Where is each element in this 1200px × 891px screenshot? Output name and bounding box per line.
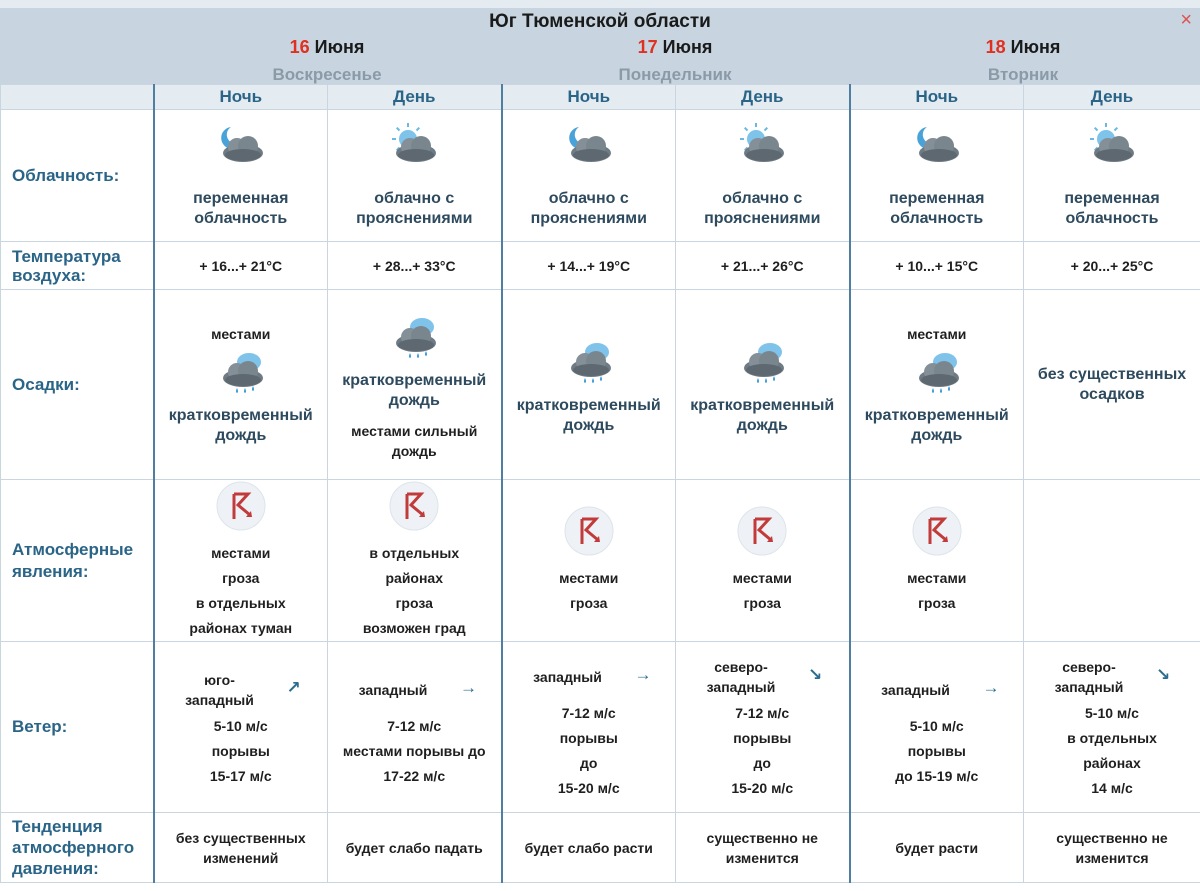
- rain-cloud-icon: [155, 348, 328, 400]
- temp-row: [1, 242, 1200, 290]
- precip-cell: [502, 290, 676, 480]
- precip-text: дождь: [563, 416, 615, 434]
- pressure-text: существенно не: [1056, 829, 1168, 846]
- period-day: День: [1024, 85, 1200, 110]
- forecast-table: [0, 84, 1200, 883]
- day-number: 18: [985, 37, 1006, 57]
- cloud-text: облачно с: [548, 189, 629, 207]
- precip-extra: дождь: [391, 442, 437, 459]
- wind-direction-block: [328, 666, 501, 714]
- row-label-phenomena: Атмосферные явления:: [1, 480, 154, 642]
- pressure-text: будет расти: [895, 839, 979, 856]
- clouds-cell: [850, 110, 1024, 242]
- wind-cell: [154, 642, 328, 813]
- clouds-cell: [1024, 110, 1200, 242]
- wind-cell: [502, 642, 676, 813]
- phenomenon-text: гроза: [570, 594, 608, 611]
- precip-text: дождь: [911, 426, 963, 444]
- pressure-cell: [676, 813, 850, 883]
- phenomenon-text: гроза: [743, 594, 781, 611]
- top-strip: [0, 0, 1200, 8]
- pressure-cell: [154, 813, 328, 883]
- pressure-text: существенно не: [706, 829, 818, 846]
- precip-extra: местами сильный: [351, 422, 478, 439]
- precip-text: кратковременный: [168, 406, 313, 424]
- precip-cell: [154, 290, 328, 480]
- temperature-value: + 20...+ 25°C: [1070, 257, 1154, 274]
- wind-direction: [165, 670, 275, 710]
- phenomenon-text: местами: [559, 569, 619, 586]
- thunderstorm-icon: [503, 506, 676, 560]
- wind-arrow-icon: →: [460, 677, 477, 697]
- pressure-text: будет слабо падать: [345, 839, 483, 856]
- phenomenon-text: гроза: [222, 569, 260, 586]
- precip-text: кратковременный: [690, 396, 835, 414]
- wind-text: порывы: [559, 730, 618, 746]
- wind-direction: [686, 657, 796, 697]
- pressure-text: будет слабо расти: [524, 839, 653, 856]
- pressure-text: изменится: [1075, 849, 1149, 866]
- wind-direction-line: западный: [881, 681, 950, 698]
- cloud-text: прояснениями: [704, 209, 821, 227]
- cloud-text: облачно с: [722, 189, 803, 207]
- wind-cell: [328, 642, 502, 813]
- cloud-text: переменная: [1064, 189, 1160, 207]
- phenomenon-text: местами: [732, 569, 792, 586]
- temp-cell: [676, 242, 850, 290]
- sun-cloud-icon: [676, 123, 849, 175]
- temperature-value: + 10...+ 15°C: [895, 257, 979, 274]
- wind-direction-block: [503, 653, 676, 701]
- period-night: Ночь: [154, 85, 328, 110]
- precip-cell: [676, 290, 850, 480]
- day-number: 16: [289, 37, 310, 57]
- precip-text: кратковременный: [342, 371, 487, 389]
- wind-direction-block: [851, 666, 1024, 714]
- phenomenon-text: районах: [385, 569, 444, 586]
- day-header-3: [849, 37, 1197, 85]
- precip-text: дождь: [388, 391, 440, 409]
- wind-direction-line: юго-: [204, 671, 235, 688]
- wind-text: в отдельных: [1067, 730, 1157, 746]
- precip-qualifier: местами: [907, 325, 967, 342]
- temp-cell: [502, 242, 676, 290]
- wind-direction-block: [1024, 653, 1200, 701]
- wind-arrow-icon: →: [982, 677, 1000, 697]
- thunderstorm-icon: [851, 506, 1024, 560]
- wind-arrow-icon: ↘: [808, 665, 823, 684]
- phenomenon-text: гроза: [918, 594, 956, 611]
- phenomenon-text: районах туман: [189, 619, 293, 636]
- clouds-cell: [328, 110, 502, 242]
- precip-cell: [1024, 290, 1200, 480]
- precip-text: без существенных: [1037, 365, 1187, 383]
- wind-text: порывы: [733, 730, 792, 746]
- precip-cell: [328, 290, 502, 480]
- wind-text: 15-20 м/с: [731, 780, 794, 796]
- wind-direction: [861, 680, 971, 700]
- day-header-1: [153, 37, 501, 85]
- precip-text: дождь: [736, 416, 788, 434]
- wind-text: до: [753, 755, 771, 771]
- rain-cloud-icon: [328, 313, 501, 365]
- wind-direction-line: северо-: [1062, 659, 1116, 675]
- wind-row: [1, 642, 1200, 813]
- pressure-cell: [328, 813, 502, 883]
- wind-text: 15-17 м/с: [209, 767, 272, 784]
- phen-cell: [154, 480, 328, 642]
- day-month: Июня: [314, 37, 365, 57]
- sun-cloud-icon: [328, 123, 501, 175]
- row-label-precip: Осадки:: [1, 290, 154, 480]
- precip-row: [1, 290, 1200, 480]
- wind-text: 5-10 м/с: [1085, 705, 1139, 721]
- phen-cell: [328, 480, 502, 642]
- row-label-clouds: Облачность:: [1, 110, 154, 242]
- period-row: [1, 85, 1200, 110]
- phen-cell: [1024, 480, 1200, 642]
- thunderstorm-icon: [155, 481, 328, 535]
- wind-text: 15-20 м/с: [557, 780, 620, 796]
- period-day: День: [676, 85, 850, 110]
- cloud-text: переменная: [889, 189, 985, 207]
- cloud-text: прояснениями: [356, 209, 473, 227]
- thunderstorm-icon: [328, 481, 501, 535]
- phenomena-row: [1, 480, 1200, 642]
- wind-arrow-icon: →: [634, 665, 652, 684]
- phen-cell: [502, 480, 676, 642]
- day-weekday: Вторник: [987, 65, 1059, 84]
- precip-text: кратковременный: [864, 406, 1009, 424]
- row-label-pressure: Тенденция атмосферного давления:: [1, 813, 154, 883]
- wind-direction: [338, 680, 448, 700]
- thunderstorm-icon: [676, 506, 849, 560]
- wind-text: до 15-19 м/с: [895, 767, 979, 784]
- sun-cloud-icon: [1024, 123, 1200, 175]
- temp-cell: [328, 242, 502, 290]
- moon-cloud-icon: [155, 123, 328, 175]
- wind-text: 7-12 м/с: [561, 705, 616, 721]
- region-title: Юг Тюменской области: [489, 11, 711, 32]
- precip-text: осадков: [1079, 385, 1145, 403]
- cloud-text: переменная: [193, 189, 289, 207]
- wind-direction: [1034, 657, 1144, 697]
- temperature-value: + 14...+ 19°C: [547, 257, 631, 274]
- wind-text: 17-22 м/с: [383, 767, 446, 784]
- clouds-row: [1, 110, 1200, 242]
- phenomenon-text: местами: [907, 569, 967, 586]
- cloud-text: облачность: [890, 209, 984, 227]
- pressure-cell: [850, 813, 1024, 883]
- wind-text: районах: [1083, 755, 1141, 771]
- wind-text: 14 м/с: [1091, 780, 1133, 796]
- temp-cell: [154, 242, 328, 290]
- phenomenon-text: в отдельных: [195, 594, 286, 611]
- cloud-text: прояснениями: [530, 209, 647, 227]
- period-night: Ночь: [850, 85, 1024, 110]
- temperature-value: + 28...+ 33°C: [372, 257, 456, 274]
- wind-direction-line: западный: [1054, 679, 1124, 695]
- day-weekday: Понедельник: [618, 65, 732, 84]
- cloud-text: облачно с: [374, 189, 455, 207]
- wind-cell: [850, 642, 1024, 813]
- wind-direction-line: западный: [533, 669, 602, 685]
- wind-direction-block: [676, 653, 849, 701]
- day-month: Июня: [662, 37, 713, 57]
- phenomenon-text: в отдельных: [369, 544, 460, 561]
- moon-cloud-icon: [851, 123, 1024, 175]
- day-number: 17: [637, 37, 658, 57]
- period-night: Ночь: [502, 85, 676, 110]
- row-label-temp: Температура воздуха:: [1, 242, 154, 290]
- precip-qualifier: местами: [211, 325, 271, 342]
- rain-cloud-icon: [676, 338, 849, 390]
- cloud-text: облачность: [194, 209, 288, 227]
- clouds-cell: [502, 110, 676, 242]
- row-label-wind: Ветер:: [1, 642, 154, 813]
- wind-direction-line: западный: [706, 679, 776, 695]
- precip-cell: [850, 290, 1024, 480]
- wind-text: 5-10 м/с: [213, 717, 268, 734]
- phenomenon-text: гроза: [395, 594, 433, 611]
- rain-cloud-icon: [503, 338, 676, 390]
- cloud-text: облачность: [1065, 209, 1159, 227]
- temp-cell: [850, 242, 1024, 290]
- wind-cell: [676, 642, 850, 813]
- wind-text: местами порывы до: [342, 742, 486, 759]
- clouds-cell: [154, 110, 328, 242]
- moon-cloud-icon: [503, 123, 676, 175]
- wind-direction-block: [155, 666, 328, 714]
- wind-text: до: [580, 755, 598, 771]
- precip-text: дождь: [215, 426, 267, 444]
- phenomenon-text: возможен град: [362, 619, 466, 636]
- day-header-2: [501, 37, 849, 85]
- wind-text: 5-10 м/с: [909, 717, 964, 734]
- precip-text: кратковременный: [516, 396, 661, 414]
- temperature-value: + 16...+ 21°C: [199, 257, 283, 274]
- pressure-row: [1, 813, 1200, 883]
- rain-cloud-icon: [851, 348, 1024, 400]
- phen-cell: [850, 480, 1024, 642]
- wind-arrow-icon: ↘: [1156, 665, 1171, 684]
- clouds-cell: [676, 110, 850, 242]
- corner-cell: [1, 85, 154, 110]
- pressure-text: без существенных: [175, 829, 306, 846]
- temperature-value: + 21...+ 26°C: [720, 257, 804, 274]
- wind-direction-line: северо-: [714, 659, 768, 675]
- close-icon[interactable]: ×: [1180, 9, 1192, 31]
- wind-direction-line: западный: [358, 681, 428, 698]
- day-month: Июня: [1010, 37, 1061, 57]
- period-day: День: [328, 85, 502, 110]
- temp-cell: [1024, 242, 1200, 290]
- wind-cell: [1024, 642, 1200, 813]
- phen-cell: [676, 480, 850, 642]
- pressure-text: изменится: [725, 849, 799, 866]
- wind-text: 7-12 м/с: [735, 705, 790, 721]
- wind-direction: [513, 667, 623, 687]
- pressure-cell: [502, 813, 676, 883]
- wind-direction-line: западный: [185, 691, 254, 708]
- pressure-cell: [1024, 813, 1200, 883]
- wind-arrow-icon: ↗: [286, 677, 301, 697]
- day-weekday: Воскресенье: [272, 65, 382, 84]
- phenomenon-text: местами: [211, 544, 271, 561]
- wind-text: 7-12 м/с: [387, 717, 442, 734]
- wind-text: порывы: [211, 742, 270, 759]
- pressure-text: изменений: [203, 849, 279, 866]
- wind-text: порывы: [907, 742, 966, 759]
